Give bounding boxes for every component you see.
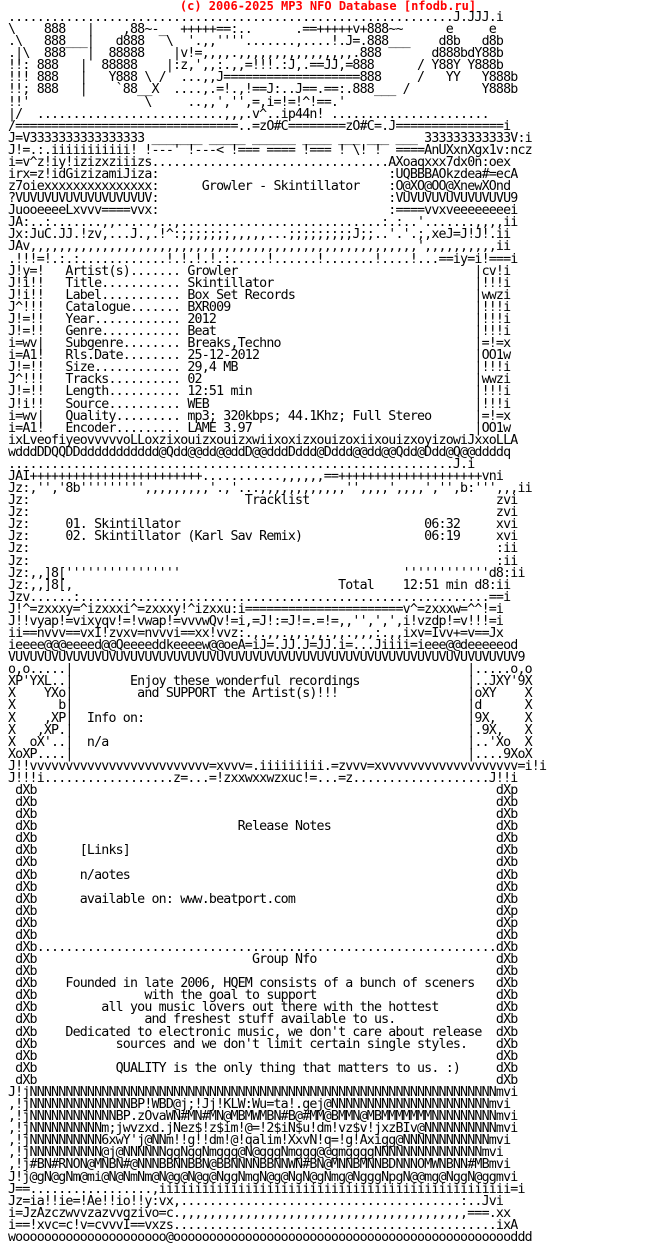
nfo-ascii-document: ..............................................................J.JJJ.i \ 888 | ,88~-_ +++++==:.. .==+++++v+888~~ e e .\ 888___| d888 \ '.,,''''.......,....!.J=.888___ d8b d8b .|\ 888 | 88888 |v!=,,,,.,,,,,,,,,,,,,,,,.888 d888bdY88b !!: 888 | 88888 |:z,',,:.,,=!!!.:J,.==JJ,=888 / Y88Y Y888b !!! 888 | Y888 \ / ...,,J===================888 / YY Y888b !!; 888 | `88__X ....,.=!.,!==J:..J==.==:.888___ / Y888b !!' \ ..,,','',=,i=!=!^!==.' |/ ..........................,,,.v^..ip44n! ...................... /===============================..=zO#C========zO#C=.J===============i J=V3333333333333333 _______ _____ ______ ____ ___ ___ ___ 333333333333V:i J!=.:.iiiiiiiiiii! !---' !---< !=== ==== !=== ! \! ! ====AnUXxnXgx1v:ncz i=v^z!iy!izizxziiizs.................................AXoaqxxx7dx0n:oex irx=z!idGizizamiJiza: :UQBBBAOkzdea#=ecA z7oiexxxxxxxxxxxxxxx: Growler - Skintillator :O@XO@OO@XnewXOnd ?VUVUVUVUVUVUVUVUVUV: :VUVUVUVUVUVUVUVU9 JuooeeeeLxvvv====vvx: :====vvxveeeeeeeei JA:..:.......,,.....,..,............................:.:..'.......,,,,ii Jx:JuC.JJ.!zv,...J.,.!^:;;;;;;;,,,,,...;;;;;;;;;J;;..'.'.;,xeJ=J!J!.ii JAv,,,,,,,,,,,,,,,,,,,,,,,,,,,,,,,,,,,,,,,,,,,,,,,,,,,,,,',,,,,,,,,,ii .!!!=!.:.:............!.!.!.!.:.....!......!.......!....!...==iy=i!===i J!y=! Artist(s)....... Growler |cv!i J!i!! Title........... Skintillator |!!!i J!i!! Label........... Box Set Records |wwzi J^!!! Catalogue....... BXR009 |!!!i J!=!! Year............ 2012 |!!!i J!=!! Genre........... Beat |!!!i i=wv| Subgenre........ Breaks,Techno |=!=x i=A1! Rls.Date........ 25-12-2012 |OO1w J!=!! Size............ 29,4 MB |!!!i J^!!! Tracks.......... 02 |wwzi J!=!! Length.......... 12:51 min |!!!i J!i!! Source.......... WEB |!!!i i=wv| Quality......... mp3; 320kbps; 44.1Khz; Full Stereo |=!=x i=A1! Encoder......... LAME 3.97 |OO1w ixLveofiyeovvvvvoLLoxzixouizxouizxwiixoxizxouizoxiixouizxoyizowiJxxoLLA wdddDDQQDDddddddddddd@Qdd@@dd@@ddD@@dddDddd@Dddd@@dd@@Qdd@Ddd@Q@@ddddq ..............................................................J.i JAI++++++++++++++++++++++++...........,,,,,,==++++++++++++++++++++vni Jz:,'','8b''''''''',,,,,,,,,'.,'...,,,,,,,,,,,,'',,,,',,,,','',b:''',,,ii Jz: Tracklist zvi Jz: zvi Jz: 01. Skintillator 06:32 xvi Jz: 02. Skintillator (Karl Sav Remix) 06:19 xvi Jz: :ii Jz: :ii Jz:,,]8['''''''''''''''' ''''''''''''d8:ii Jz:,,]8[, Total 12:51 min d8:ii Jzv......:.........................................................==i J!^=zxxxy=^izxxxi^=zxxxy!^izxxu:i======================v^=zxxxw=^^!=i J!!vyap!=vixyqv!=!vwap!=vvvwQv!=i,=J!:=J!=.=!=,,'',',',i!vzdp!=v!!!=i ii==nvvv==vxI!zvxv=nvvvi==xx!vvz:.,.,,.,,.,,.,,.,,,:.,,ixv=Ivv+=v==Jx ieeee@@@eeeed@@Qeeeeddkeeeew@@oeA=iJ=.JJ.J=JJ.i=...Jiiii=ieee@@deeeeeod VUVUVUVUVUVUVUVUVUVUVUVUVUVUVUVUVUVUVUVUVUVUVUVUVUVUVUVUVUVUVUVUVUVUVUV9 o,o.....| |.....o,o XP'YXL..| Enjoy these wonderful recordings |..JXY'9X X YXo| and SUPPORT the Artist(s)!!! |oXY X X b| |d X X ,XP| Info on: |9X, X X ,XP.| |.9X, X X oX'..| n/a |..'Xo X XoXP....| |....9XoX J!!vvvvvvvvvvvvvvvvvvvvvvvvv=xvvv=.iiiiiiiii.=zvvv=xvvvvvvvvvvvvvvvvvvv=i!i J!!!i..................z=...=!zxxwxxwzxuc!=...=z...................J!!i dXb dXp dXb dXb dXb dXb dXb Release Notes dXb dXb dXb dXb [Links] dXb dXb dXb dXb n/aotes dXb dXb dXb dXb available on: www.beatport.com dXb dXb dXp dXb dXp dXb dXb dXb................................................................dXb dXb Group Nfo dXb dXb dXb dXb Founded in late 2006, HQEM consists of a bunch of sceners dXb dXb with the goal to support dXb dXb all you music lovers out there with the hottest dXb dXb and freshest stuff available to us. dXb dXb Dedicated to electronic music, we don't care about release dXb dXb sources and we don't limit certain single styles. dXb dXb dXb dXb QUALITY is the only thing that matters to us. :) dXb dXb dXb J!jNNNNNNNNNNNNNNNNNNNNNNNNNNNNNNNNNNNNNNNNNNNNNNNNNNNNNNNNNNNNNNNNNmvi ,!jNNNNNNNNNNNNNNBP!WBD@j;!Jj!KLW:Wu=ta!.gej@NNNNNNNNNNNNNNNNNNNNNNmvi ,!jNNNNNNNNNNNNBP.zOvaWN#MN#MN@MBMWMBN#B@#MM@BMMN@MBMMMMMMMNNNNNNNNNmvi ,!jNNNNNNNNNNm;jwvzxd.jNez$!z$im!@=!2$iN$u!dm!vz$v!jxzBIv@NNNNNNNNNNmvi ,!jNNNNNNNNNN6xwY'j@NNm!!g!!dm!@!qalim!XxvN!q=!g!Axigg@NNNNNNNNNNNNmvi ,!jNNNNNNNNNN@j@NNNNNNggNggNmggg@N@gggNmggg@@gmggggNNNNNNNNNNNNNNNmvi ,!j#BN#RNON@MNBN#@NNNBBNNBBN@BBNNNNBBNNWN#BN@MNNBMNNBDNNNOMWNBNN#MBmvi J!j@gN@gNm@mi@N@NmNm@N@g@N@g@NggNmgN@g@NgN@gNmg@NgggNpgN@@mg@NggN@ggmvi J==.................,iiiiiiiiiiiiiiiiiiiiiiiiiiiiiiiiiiiiiiiiiiiiiiiii=i Jz=ia!!ie=!Ae!!io!!y:vx,.......................................:..Jvi i=JzAzczwvvzazvvgzivo=c.,,,,,,,,,,,,,,,,,,,,,,,,,,,,,,,,,,,,,,,,===.xx i==!xvc=c!v=cvvvI==vxzs.............................................ixA wooooooooooooooooooooo@oooooooooooooooooooooooooooooooooooooooooooooooddd [8,10,547,1245]
site-copyright-header: (c) 2006-2025 MP3 NFO Database [nfodb.ru] [179,0,477,13]
